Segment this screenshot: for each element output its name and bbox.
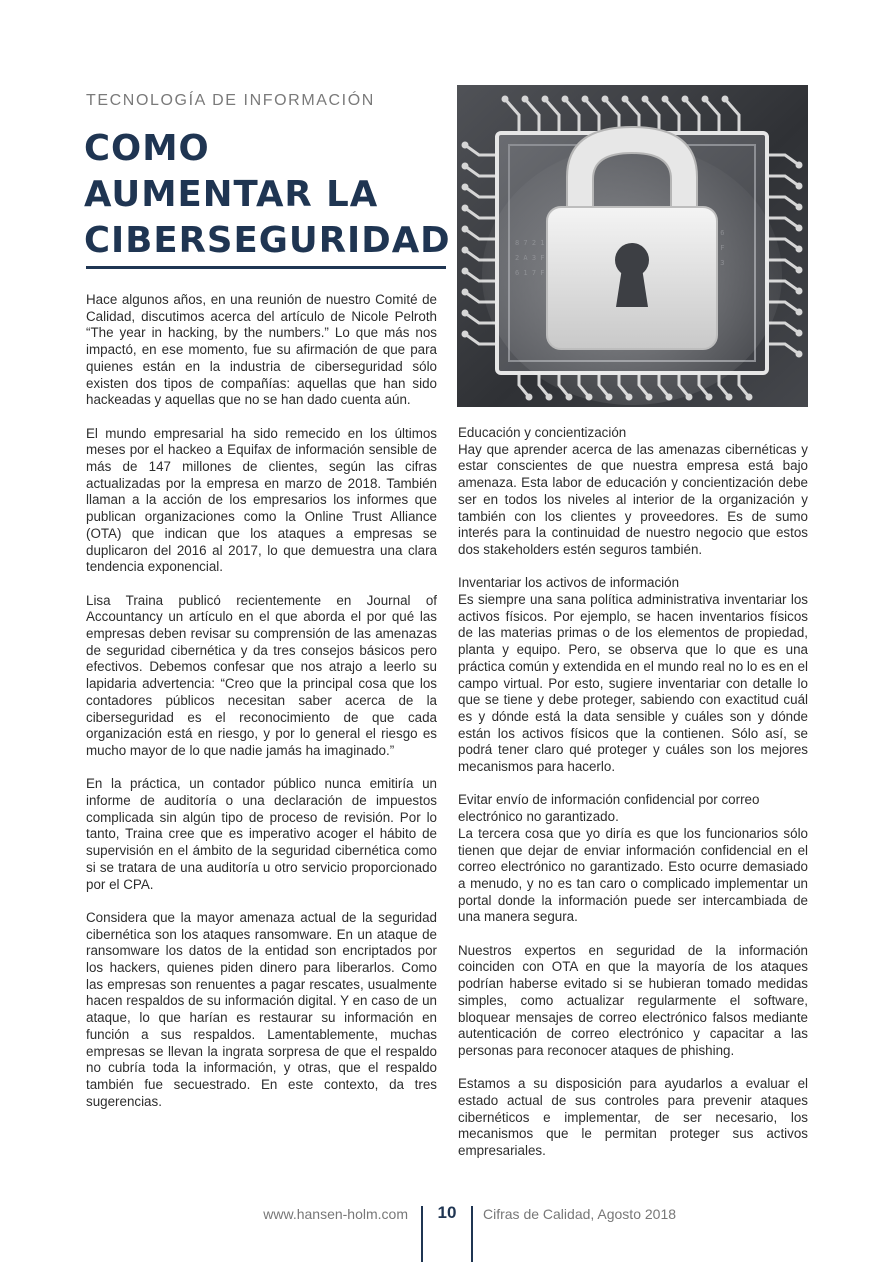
article-title [84, 126, 454, 264]
paragraph: Lisa Traina publicó recientemente en Journal of Accountancy un artículo en el que aborda el por qué las empresas deben revisar su comprensión de las amenazas de seguridad cibernética y da tres consejos básicos pero efectivos. Debemos confesar que nos atrajo a leerlo su lapidaria advertencia: “Creo que la principal cosa que los contadores públicos necesitan saber acerca de la ciberseguridad es el reconocimiento de que cada organización está en riesgo, y por lo general el riesgo es mucho mayor de lo que nadie jamás ha imaginado.” [86, 592, 437, 758]
paragraph: El mundo empresarial ha sido remecido en los últimos meses por el hackeo a Equifax de información sensible de más de 147 millones de clientes, según las cifras actualizadas por la empresa en marzo de 2018. También llaman a la acción de los empresarios los informes que publican organizaciones como la Online Trust Alliance (OTA) que indican que los ataques a empresas se duplicaron del 2016 al 2017, lo que demuestra una clara tendencia exponencial. [86, 425, 437, 575]
section-label: TECNOLOGÍA DE INFORMACIÓN [86, 92, 375, 109]
left-column [86, 292, 437, 1110]
footer-divider-left [421, 1206, 423, 1262]
title-line-2: AUMENTAR LA [84, 174, 379, 215]
paragraph: Considera que la mayor amenaza actual de la seguridad cibernética son los ataques ransomware. En un ataque de ransomware los datos de la entidad son encriptados por los hackers, quienes piden dinero para liberarlos. Como las empresas son renuentes a pagar rescates, usualmente hacen respaldos de su información digital. Y en caso de un ataque, lo que harían es restaurar su información en función a sus respaldos. Lamentablemente, muchas empresas se llevan la ingrata sorpresa de que el respaldo no cubría toda la información, y otras, que el respaldo también fue secuestrado. En este contexto, da tres sugerencias. [86, 909, 437, 1109]
footer-publication: Cifras de Calidad, Agosto 2018 [483, 1206, 677, 1222]
right-column [458, 425, 808, 1160]
paragraph: Hace algunos años, en una reunión de nuestro Comité de Calidad, discutimos acerca del artículo de Nicole Pelroth “The year in hacking, by the numbers.” Lo que más nos impactó, en ese momento, fue su afirmación de que para quienes están en la industria de ciberseguridad sólo existen dos tipos de compañías: aquellas que han sido hackeadas y aquellas que no se han dado cuenta aún. [86, 292, 437, 408]
paragraph: En la práctica, un contador público nunca emitiría un informe de auditoría o una declaración de impuestos complicada sin algún tipo de proceso de revisión. Por lo tanto, Traina cree que es imperativo acoger el hábito de supervisión en el ámbito de la seguridad cibernética como si se tratara de una auditoría u otro servicio proporcionado por el CPA. [86, 776, 437, 892]
title-divider [86, 266, 446, 269]
section-inventariar [458, 575, 808, 775]
page-number: 10 [437, 1203, 457, 1222]
padlock-circuit-illustration [457, 85, 808, 407]
section-educacion [458, 425, 808, 559]
section-heading: Inventariar los activos de información [458, 575, 680, 591]
section-body: Es siempre una sana política administrativa inventariar los activos físicos. Por ejemplo, se hacen inventarios físicos de las materias primas o de los elementos de propiedad, planta y equipo. Pero, se observa que lo que es una práctica común y extendida en el mundo real no lo es en el campo virtual. Por esto, sugiere inventariar con detalle lo que se tiene y debe proteger, sabiendo con exactitud cuál es y dónde está la data sensible y cuáles son y dónde están los activos físicos que la contienen. Sólo así, se podrá tener claro qué proteger y cuáles son los mejores mecanismos para hacerlo. [458, 592, 808, 775]
section-heading: Evitar envío de información confidencial por correo electrónico no garantizado. [458, 792, 760, 825]
paragraph: Estamos a su disposición para ayudarlos a evaluar el estado actual de sus controles para prevenir ataques cibernéticos e implementar, de ser necesario, los mecanismos que le permitan proteger sus activos empresariales. [458, 1076, 808, 1159]
hero-image [457, 85, 808, 407]
title-line-1: COMO [84, 128, 210, 169]
section-evitar-envio [458, 792, 808, 926]
footer-divider-right [471, 1206, 473, 1262]
paragraph: Nuestros expertos en seguridad de la información coinciden con OTA en que la mayoría de los ataques podrían haberse evitado si se hubieran tomado medidas simples, como actualizar regularmente el software, bloquear mensajes de correo electrónico falsos mediante autenticación de correo electrónico y capacitar a las personas para reconocer ataques de phishing. [458, 942, 808, 1058]
footer-website: www.hansen-holm.com [263, 1206, 408, 1222]
section-body: La tercera cosa que yo diría es que los funcionarios sólo tienen que dejar de enviar información confidencial en el correo electrónico no garantizado. Esto ocurre demasiado a menudo, y no es tan caro o complicado implementar un portal donde la información puede ser intercambiada de una manera segura. [458, 825, 808, 925]
section-heading: Educación y concientización [458, 425, 627, 440]
title-line-3: CIBERSEGURIDAD [84, 220, 451, 261]
section-body: Hay que aprender acerca de las amenazas cibernéticas y estar conscientes de que nuestra empresa está bajo amenaza. Esta labor de educación y concientización debe ser en todos los niveles al interior de la organización y también con los clientes y proveedores. Es de sumo interés para la continuidad de nuestro negocio que estos dos stakeholders estén seguros también. [458, 441, 808, 557]
